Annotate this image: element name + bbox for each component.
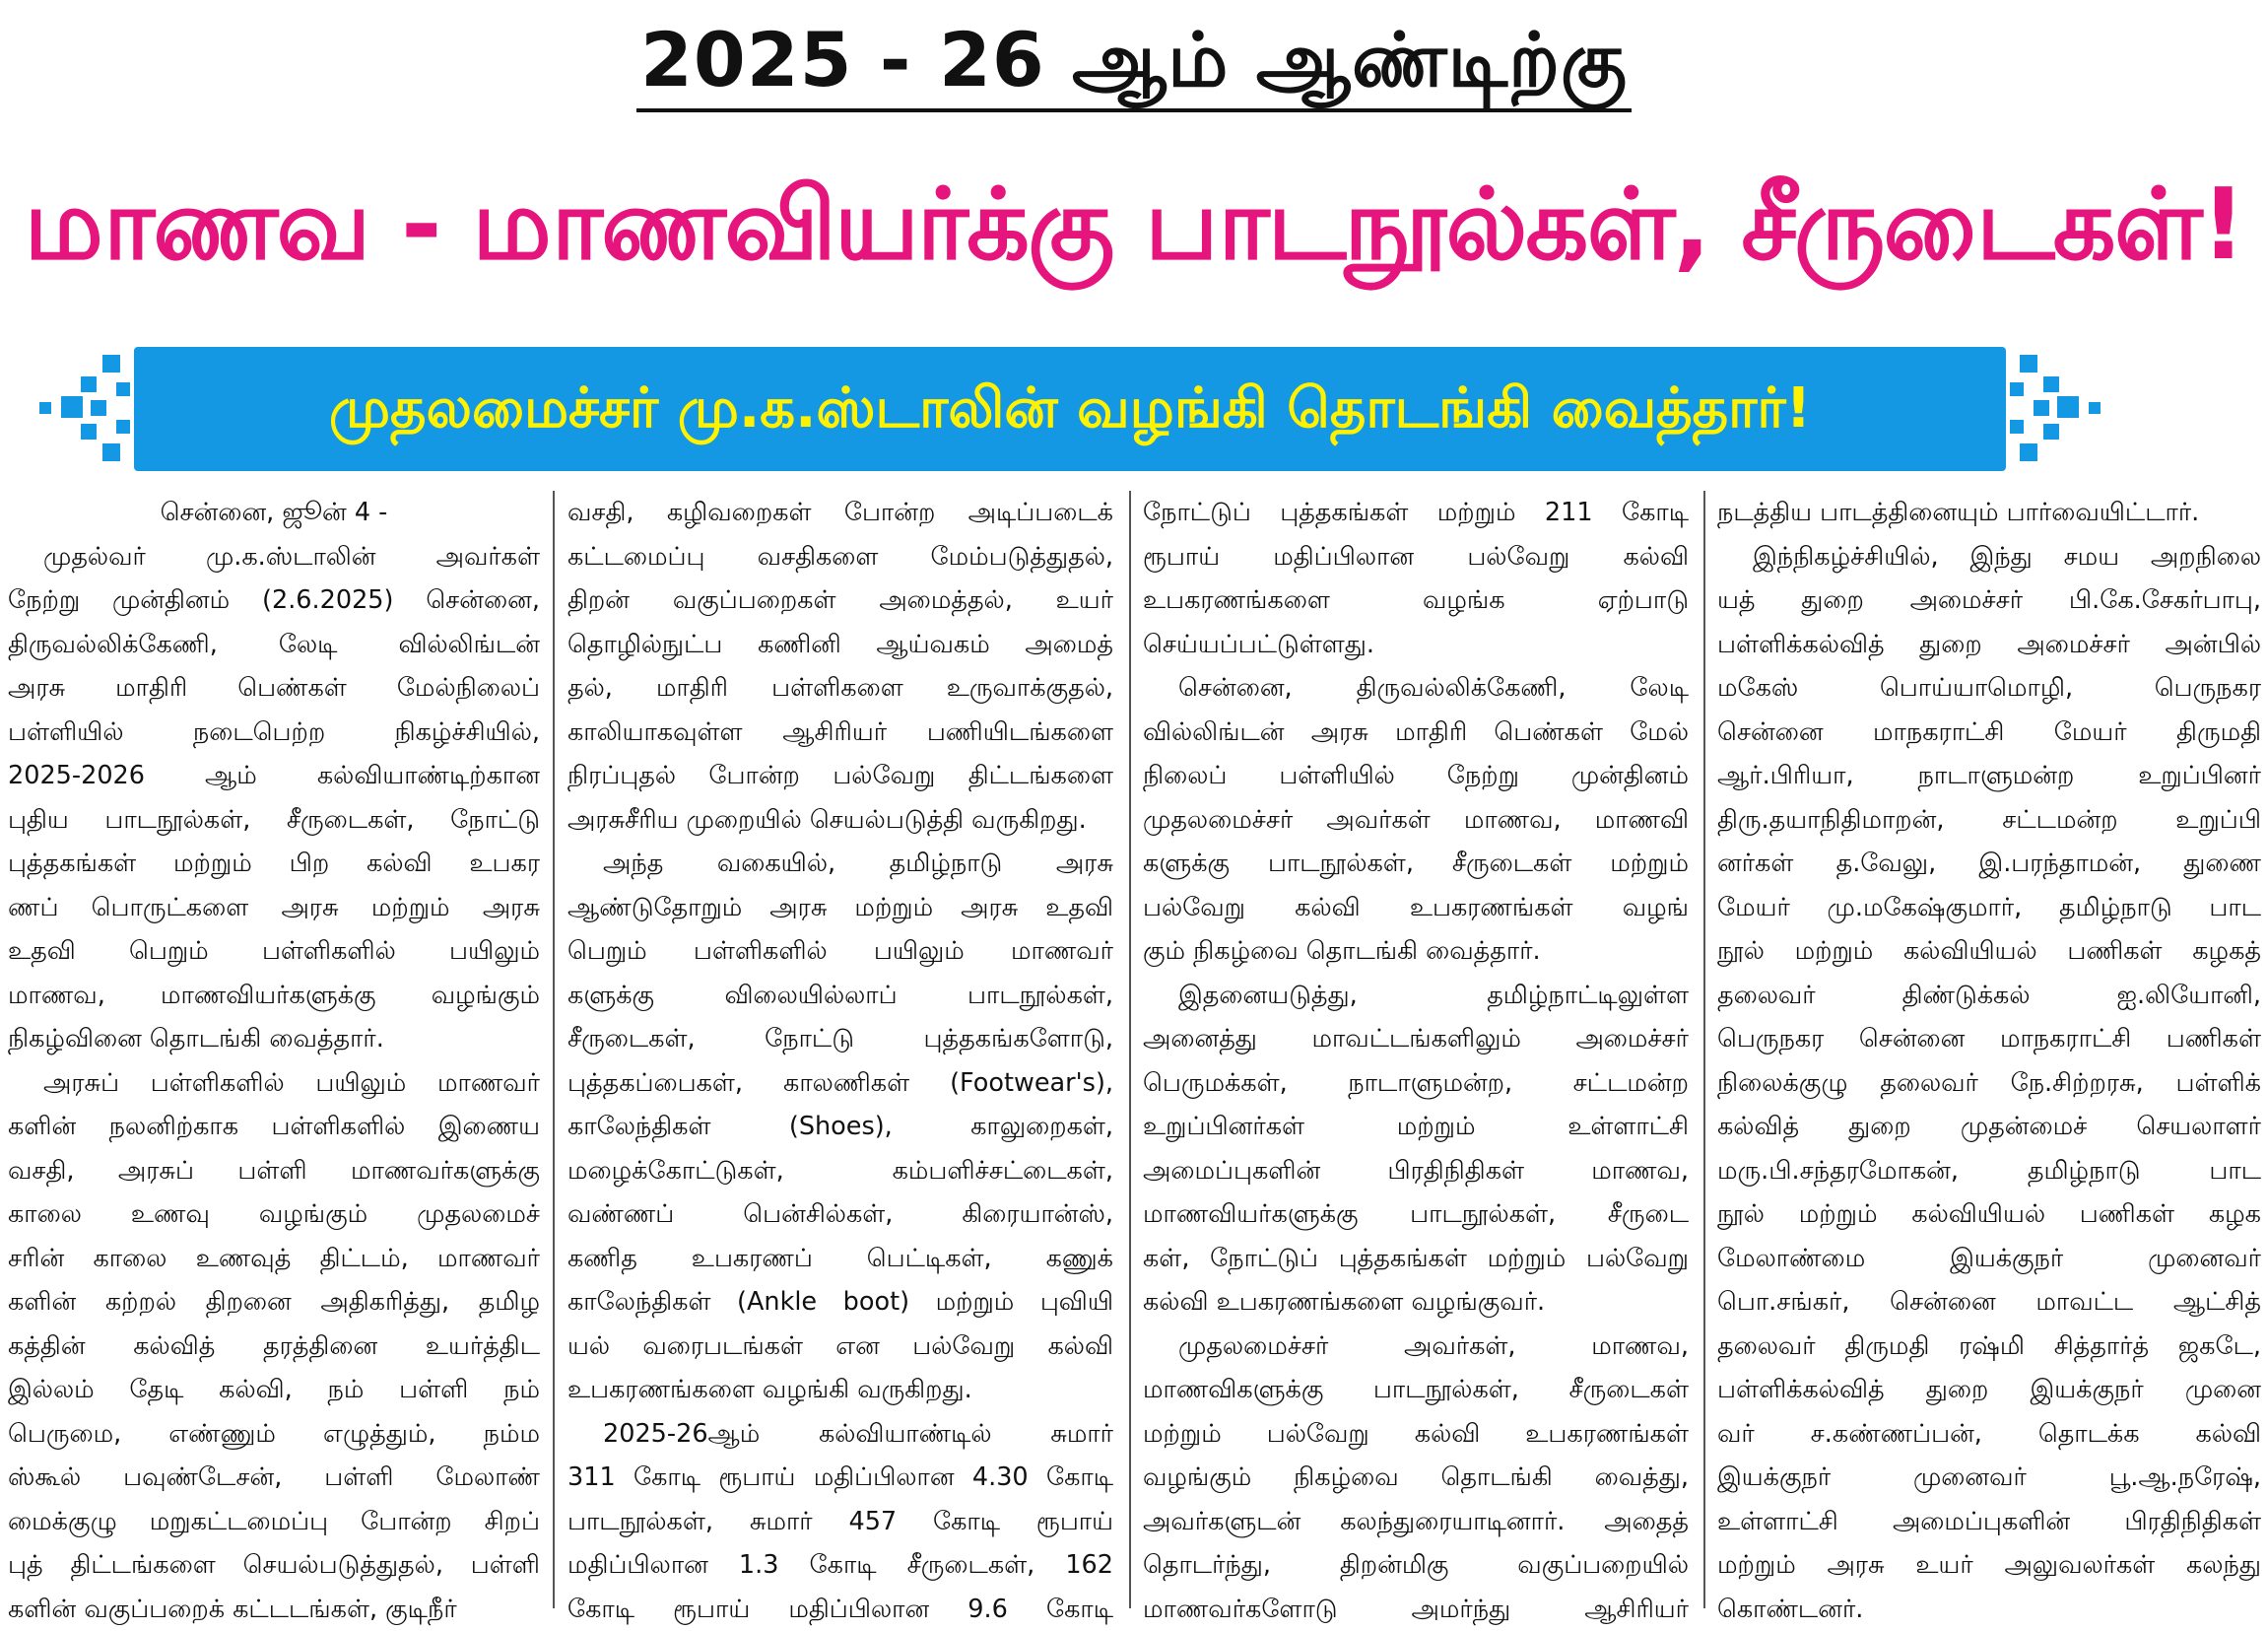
article-line: பள்ளியில் நடைபெற்ற நிகழ்ச்சியில், — [8, 711, 540, 755]
article-line: நிகழ்வினை தொடங்கி வைத்தார். — [8, 1017, 540, 1061]
article-line: தலைவர் திண்டுக்கல் ஐ.லியோனி, — [1717, 974, 2261, 1018]
article-line: புதிய பாடநூல்கள், சீருடைகள், நோட்டு — [8, 798, 540, 843]
kicker-heading-wrap — [0, 12, 2268, 118]
banner-pixel-decoration — [2089, 402, 2101, 414]
article-line: இந்நிகழ்ச்சியில், இந்து சமய அறநிலை — [1717, 535, 2261, 579]
article-line: கோடி ரூபாய் மதிப்பிலான 9.6 கோடி — [567, 1588, 1113, 1631]
article-line: மேயர் மு.மகேஷ்குமார், தமிழ்நாடு பாட — [1717, 886, 2261, 930]
article-line: அனைத்து மாவட்டங்களிலும் அமைச்சர் — [1143, 1017, 1689, 1061]
article-line: புத்தகங்கள் மற்றும் பிற கல்வி உபகர — [8, 842, 540, 886]
article-line: கள், நோட்டுப் புத்தகங்கள் மற்றும் பல்வேறு — [1143, 1237, 1689, 1281]
article-line: மாணவியர்களுக்கு பாடநூல்கள், சீருடை — [1143, 1192, 1689, 1237]
banner-pixel-decoration — [116, 420, 130, 434]
article-line: மற்றும் பல்வேறு கல்வி உபகரணங்கள் — [1143, 1412, 1689, 1457]
article-line: ணப் பொருட்களை அரசு மற்றும் அரசு — [8, 886, 540, 930]
banner-pixel-decoration — [2020, 355, 2037, 373]
article-line: அரசுசீரிய முறையில் செயல்படுத்தி வருகிறது. — [567, 798, 1113, 843]
article-line: யல் வரைபடங்கள் என பல்வேறு கல்வி — [567, 1325, 1113, 1369]
article-line: காலியாகவுள்ள ஆசிரியர் பணியிடங்களை — [567, 711, 1113, 755]
article-line: களுக்கு பாடநூல்கள், சீருடைகள் மற்றும் — [1143, 842, 1689, 886]
article-column-2 — [567, 491, 1113, 1608]
kicker-heading: 2025 - 26 ஆம் ஆண்டிற்கு — [636, 12, 1632, 112]
article-line: ஆர்.பிரியா, நாடாளுமன்ற உறுப்பினர் — [1717, 754, 2261, 798]
article-line: கல்வித் துறை முதன்மைச் செயலாளர் — [1717, 1105, 2261, 1149]
article-line: புத்தகப்பைகள், காலணிகள் (Footwear's), — [567, 1061, 1113, 1106]
article-line: பள்ளிக்கல்வித் துறை இயக்குநர் முனை — [1717, 1368, 2261, 1412]
banner-pixel-decoration — [2020, 443, 2037, 461]
article-line: முதலமைச்சர் அவர்கள் மாணவ, மாணவி — [1143, 798, 1689, 843]
article-line: முதலமைச்சர் அவர்கள், மாணவ, — [1143, 1325, 1689, 1369]
article-line: திரு.தயாநிதிமாறன், சட்டமன்ற உறுப்பி — [1717, 798, 2261, 843]
article-line: வண்ணப் பென்சில்கள், கிரையான்ஸ், — [567, 1192, 1113, 1237]
article-line: நிலைக்குழு தலைவர் நே.சிற்றரசு, பள்ளிக் — [1717, 1061, 2261, 1106]
article-line: மழைக்கோட்டுகள், கம்பளிச்சட்டைகள், — [567, 1149, 1113, 1193]
banner-pixel-decoration — [102, 443, 120, 461]
article-line: கொண்டனர். — [1717, 1588, 2261, 1631]
banner-pixel-decoration — [116, 382, 130, 396]
banner-pixel-decoration — [2010, 420, 2024, 434]
article-line: வழங்கும் நிகழ்வை தொடங்கி வைத்து, — [1143, 1456, 1689, 1500]
article-line: கணித உபகரணப் பெட்டிகள், கணுக் — [567, 1237, 1113, 1281]
article-line: வில்லிங்டன் அரசு மாதிரி பெண்கள் மேல் — [1143, 711, 1689, 755]
article-line: 311 கோடி ரூபாய் மதிப்பிலான 4.30 கோடி — [567, 1456, 1113, 1500]
article-line: உபகரணங்களை வழங்கி வருகிறது. — [567, 1368, 1113, 1412]
article-line: பெருநகர சென்னை மாநகராட்சி பணிகள் — [1717, 1017, 2261, 1061]
article-line: மதிப்பிலான 1.3 கோடி சீருடைகள், 162 — [567, 1543, 1113, 1588]
article-line: னர்கள் த.வேலு, இ.பரந்தாமன், துணை — [1717, 842, 2261, 886]
article-column-1 — [8, 491, 540, 1608]
article-line: உள்ளாட்சி அமைப்புகளின் பிரதிநிதிகள் — [1717, 1500, 2261, 1544]
article-line: முதல்வர் மு.க.ஸ்டாலின் அவர்கள் — [8, 535, 540, 579]
article-line: சரின் காலை உணவுத் திட்டம், மாணவர் — [8, 1237, 540, 1281]
article-line: 2025-26ஆம் கல்வியாண்டில் சுமார் — [567, 1412, 1113, 1457]
article-line: மாணவர்களோடு அமர்ந்து ஆசிரியர் — [1143, 1588, 1689, 1631]
article-line: அமைப்புகளின் பிரதிநிதிகள் மாணவ, — [1143, 1149, 1689, 1193]
article-line: நடத்திய பாடத்தினையும் பார்வையிட்டார். — [1717, 491, 2261, 535]
article-line: மற்றும் அரசு உயர் அலுவலர்கள் கலந்து — [1717, 1543, 2261, 1588]
article-line: வசதி, அரசுப் பள்ளி மாணவர்களுக்கு — [8, 1149, 540, 1193]
article-line: களின் நலனிற்காக பள்ளிகளில் இணைய — [8, 1105, 540, 1149]
banner-pixel-decoration — [2043, 376, 2059, 392]
banner-pixel-decoration — [2057, 396, 2079, 418]
article-line: ஸ்கூல் பவுண்டேசன், பள்ளி மேலாண் — [8, 1456, 540, 1500]
banner-pixel-decoration — [81, 424, 97, 440]
banner-pixel-decoration — [81, 376, 97, 392]
article-line: மாணவ, மாணவியர்களுக்கு வழங்கும் — [8, 974, 540, 1018]
article-line: தொழில்நுட்ப கணினி ஆய்வகம் அமைத் — [567, 623, 1113, 667]
article-line: காலை உணவு வழங்கும் முதலமைச் — [8, 1192, 540, 1237]
article-line: செய்யப்பட்டுள்ளது. — [1143, 623, 1689, 667]
article-line: பெருமை, எண்ணும் எழுத்தும், நம்ம — [8, 1412, 540, 1457]
article-line: கட்டமைப்பு வசதிகளை மேம்படுத்துதல், — [567, 535, 1113, 579]
article-line: அவர்களுடன் கலந்துரையாடினார். அதைத் — [1143, 1500, 1689, 1544]
article-line: பாடநூல்கள், சுமார் 457 கோடி ரூபாய் — [567, 1500, 1113, 1544]
article-line: ரூபாய் மதிப்பிலான பல்வேறு கல்வி — [1143, 535, 1689, 579]
banner-pixel-decoration — [39, 402, 51, 414]
main-headline: மாணவ - மாணவியர்க்கு பாடநூல்கள், சீருடைகள்! — [0, 126, 2268, 323]
article-line: காலேந்திகள் (Ankle boot) மற்றும் புவியி — [567, 1280, 1113, 1325]
subheadline-banner-text: முதலமைச்சர் மு.க.ஸ்டாலின் வழங்கி தொடங்கி வைத்தார்! — [134, 347, 2006, 471]
article-line: பல்வேறு கல்வி உபகரணங்கள் வழங் — [1143, 886, 1689, 930]
article-line: மாணவிகளுக்கு பாடநூல்கள், சீருடைகள் — [1143, 1368, 1689, 1412]
article-column-3 — [1143, 491, 1689, 1608]
article-line: பெறும் பள்ளிகளில் பயிலும் மாணவர் — [567, 929, 1113, 974]
article-line: வசதி, கழிவறைகள் போன்ற அடிப்படைக் — [567, 491, 1113, 535]
banner-pixel-decoration — [102, 355, 120, 373]
article-line: அரசு மாதிரி பெண்கள் மேல்நிலைப் — [8, 666, 540, 711]
banner-pixel-decoration — [2043, 424, 2059, 440]
column-divider — [553, 491, 555, 1608]
article-line: நூல் மற்றும் கல்வியியல் பணிகள் கழக — [1717, 1192, 2261, 1237]
banner-pixel-decoration — [91, 400, 106, 416]
article-line: தலைவர் திருமதி ரஷ்மி சித்தார்த் ஜகடே, — [1717, 1325, 2261, 1369]
column-divider — [1703, 491, 1705, 1608]
article-line: சென்னை மாநகராட்சி மேயர் திருமதி — [1717, 711, 2261, 755]
article-line: இல்லம் தேடி கல்வி, நம் பள்ளி நம் — [8, 1368, 540, 1412]
article-line: பள்ளிக்கல்வித் துறை அமைச்சர் அன்பில் — [1717, 623, 2261, 667]
article-line: யத் துறை அமைச்சர் பி.கே.சேகர்பாபு, — [1717, 578, 2261, 623]
article-line: ஆண்டுதோறும் அரசு மற்றும் அரசு உதவி — [567, 886, 1113, 930]
article-line: பெருமக்கள், நாடாளுமன்ற, சட்டமன்ற — [1143, 1061, 1689, 1106]
banner-pixel-decoration — [2010, 382, 2024, 396]
article-line: நிலைப் பள்ளியில் நேற்று முன்தினம் — [1143, 754, 1689, 798]
article-line: சென்னை, திருவல்லிக்கேணி, லேடி — [1143, 666, 1689, 711]
article-line: திருவல்லிக்கேணி, லேடி வில்லிங்டன் — [8, 623, 540, 667]
article-line: காலேந்திகள் (Shoes), காலுறைகள், — [567, 1105, 1113, 1149]
article-body — [0, 491, 2268, 1610]
subheadline-banner — [134, 347, 2006, 471]
article-line: இயக்குநர் முனைவர் பூ.ஆ.நரேஷ், — [1717, 1456, 2261, 1500]
column-divider — [1129, 491, 1131, 1608]
article-line: சென்னை, ஜூன் 4 - — [8, 491, 540, 535]
article-line: பொ.சங்கர், சென்னை மாவட்ட ஆட்சித் — [1717, 1280, 2261, 1325]
article-line: உறுப்பினர்கள் மற்றும் உள்ளாட்சி — [1143, 1105, 1689, 1149]
article-line: கத்தின் கல்வித் தரத்தினை உயர்த்திட — [8, 1325, 540, 1369]
article-line: களுக்கு விலையில்லாப் பாடநூல்கள், — [567, 974, 1113, 1018]
article-line: அரசுப் பள்ளிகளில் பயிலும் மாணவர் — [8, 1061, 540, 1106]
article-line: கல்வி உபகரணங்களை வழங்குவர். — [1143, 1280, 1689, 1325]
article-line: உதவி பெறும் பள்ளிகளில் பயிலும் — [8, 929, 540, 974]
article-line: களின் வகுப்பறைக் கட்டடங்கள், குடிநீர் — [8, 1588, 540, 1631]
article-line: அந்த வகையில், தமிழ்நாடு அரசு — [567, 842, 1113, 886]
article-line: களின் கற்றல் திறனை அதிகரித்து, தமிழ — [8, 1280, 540, 1325]
article-line: சீருடைகள், நோட்டு புத்தகங்களோடு, — [567, 1017, 1113, 1061]
banner-pixel-decoration — [2034, 400, 2049, 416]
article-line: வர் ச.கண்ணப்பன், தொடக்க கல்வி — [1717, 1412, 2261, 1457]
article-line: மேலாண்மை இயக்குநர் முனைவர் — [1717, 1237, 2261, 1281]
article-line: தல், மாதிரி பள்ளிகளை உருவாக்குதல், — [567, 666, 1113, 711]
article-line: திறன் வகுப்பறைகள் அமைத்தல், உயர் — [567, 578, 1113, 623]
article-line: நிரப்புதல் போன்ற பல்வேறு திட்டங்களை — [567, 754, 1113, 798]
article-line: மரு.பி.சந்தரமோகன், தமிழ்நாடு பாட — [1717, 1149, 2261, 1193]
banner-pixel-decoration — [61, 396, 83, 418]
article-line: நேற்று முன்தினம் (2.6.2025) சென்னை, — [8, 578, 540, 623]
article-line: மைக்குழு மறுகட்டமைப்பு போன்ற சிறப் — [8, 1500, 540, 1544]
article-line: கும் நிகழ்வை தொடங்கி வைத்தார். — [1143, 929, 1689, 974]
article-line: உபகரணங்களை வழங்க ஏற்பாடு — [1143, 578, 1689, 623]
article-line: புத் திட்டங்களை செயல்படுத்துதல், பள்ளி — [8, 1543, 540, 1588]
article-line: 2025-2026 ஆம் கல்வியாண்டிற்கான — [8, 754, 540, 798]
article-line: நோட்டுப் புத்தகங்கள் மற்றும் 211 கோடி — [1143, 491, 1689, 535]
article-column-4 — [1717, 491, 2261, 1608]
article-line: இதனையடுத்து, தமிழ்நாட்டிலுள்ள — [1143, 974, 1689, 1018]
article-line: தொடர்ந்து, திறன்மிகு வகுப்பறையில் — [1143, 1543, 1689, 1588]
article-line: நூல் மற்றும் கல்வியியல் பணிகள் கழகத் — [1717, 929, 2261, 974]
article-line: மகேஸ் பொய்யாமொழி, பெருநகர — [1717, 666, 2261, 711]
